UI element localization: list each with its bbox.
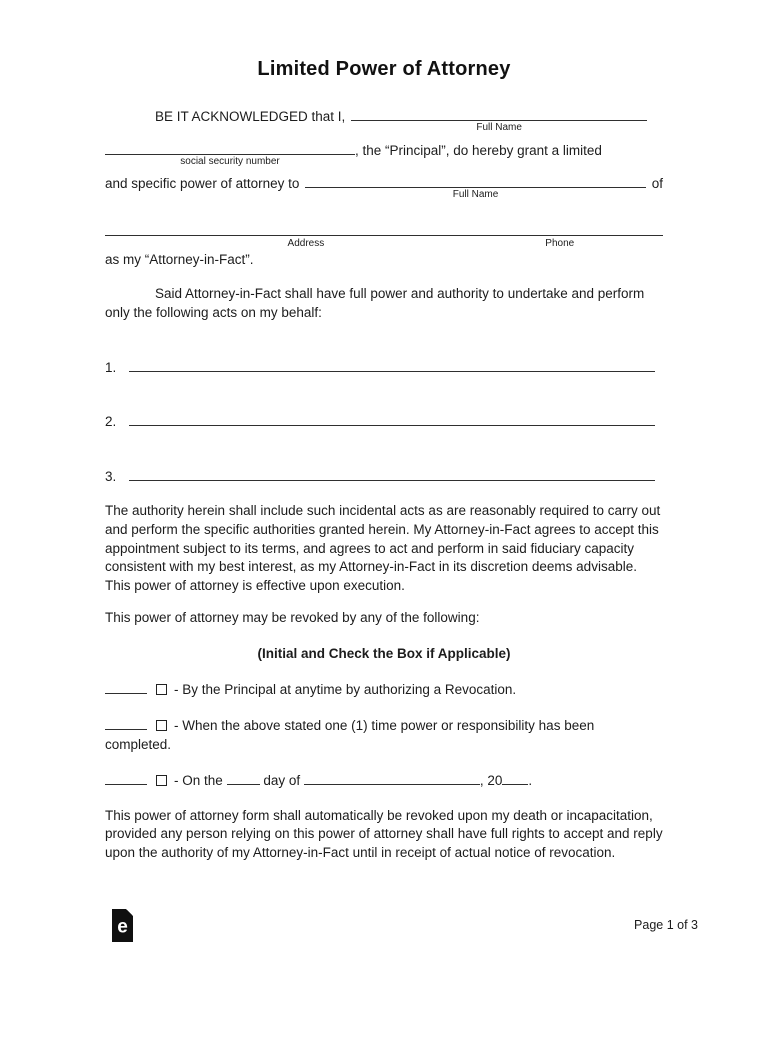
checkbox-icon[interactable] [156,684,167,695]
document-page [0,58,768,1052]
page-footer [112,909,698,942]
initials-field-3[interactable] [105,772,147,785]
year-field[interactable] [502,772,528,785]
revocation-option-text: - By the Principal at anytime by authorizing a Revocation. [174,681,517,697]
page-title: Limited Power of Attorney [257,58,511,80]
attorney-in-fact-line: as my “Attorney-in-Fact”. [105,251,254,267]
full-name-label: Full Name [476,122,522,133]
revocation-option-text: . [528,773,533,789]
principal-name-field[interactable] [351,107,647,133]
acknowledge-text: BE IT ACKNOWLEDGED that I, [155,109,346,124]
principal-text: , the “Principal”, do hereby grant a limited [355,142,602,158]
intro-section [105,107,663,269]
revocation-option-text: day of [263,773,301,789]
act-row-3 [105,466,663,487]
month-field[interactable] [304,772,480,785]
grant-of-text: of [651,176,663,192]
acknowledge-row [105,107,663,133]
initials-field-1[interactable] [105,681,147,694]
day-field[interactable] [227,772,260,785]
principal-row [105,141,663,167]
revocation-intro: This power of attorney may be revoked by any of the following: [105,610,480,626]
address-phone-labels [105,236,663,249]
checkbox-icon[interactable] [156,720,167,731]
act-field-2[interactable] [129,411,655,426]
initials-field-2[interactable] [105,717,147,730]
act-number: 3. [105,468,117,484]
act-row-1 [105,357,663,378]
initial-check-heading: (Initial and Check the Box if Applicable) [257,645,511,661]
act-row-2 [105,411,663,432]
act-number: 2. [105,414,117,430]
act-field-1[interactable] [129,357,655,372]
page-indicator: Page 1 of 3 [634,918,698,933]
eforms-logo-icon [112,909,133,942]
phone-label: Phone [545,237,575,249]
revocation-option-text: - When the above stated one (1) time power or responsibility has been completed. [105,718,595,752]
authority-paragraph: The authority herein shall include such incidental acts as are reasonably required to carry out and perform the specific authorities granted herein. My Attorney-in-Fact agrees to accept this appointment subject to its terms, and agrees to act and perform in said fiduciary capacity consistent with my best interest, as my Attorney-in-Fact in its discretion deems advisable. This power of attorney is effective upon execution. [105,503,661,593]
address-phone-field[interactable] [105,216,663,236]
agent-full-name-label: Full Name [452,189,499,201]
act-field-3[interactable] [129,466,655,481]
grant-text: and specific power of attorney to [105,176,300,192]
logo-letter: e [117,916,128,938]
act-number: 1. [105,359,117,375]
grant-row [105,174,663,201]
ssn-label: social security number [180,155,280,167]
address-label: Address [287,237,325,249]
revocation-option-text: - On the [174,773,223,789]
revocation-option-1 [105,681,663,700]
revocation-option-text: , 20 [479,773,503,789]
revocation-option-2 [105,717,663,754]
closing-paragraph: This power of attorney form shall automatically be revoked upon my death or incapacitation, provided any person relying on this power of attorney shall have full rights to accept and reply upon the authority of my Attorney-in-Fact until in receipt of actual notice of revocation. [105,807,663,861]
revocation-option-3 [105,772,663,791]
agent-name-field[interactable] [305,174,645,201]
ssn-field[interactable] [105,141,355,167]
folded-corner-flap-icon [127,910,132,915]
checkbox-icon[interactable] [156,775,167,786]
acts-intro-paragraph: Said Attorney-in-Fact shall have full power and authority to undertake and perform only the following acts on my behalf: [105,286,645,320]
